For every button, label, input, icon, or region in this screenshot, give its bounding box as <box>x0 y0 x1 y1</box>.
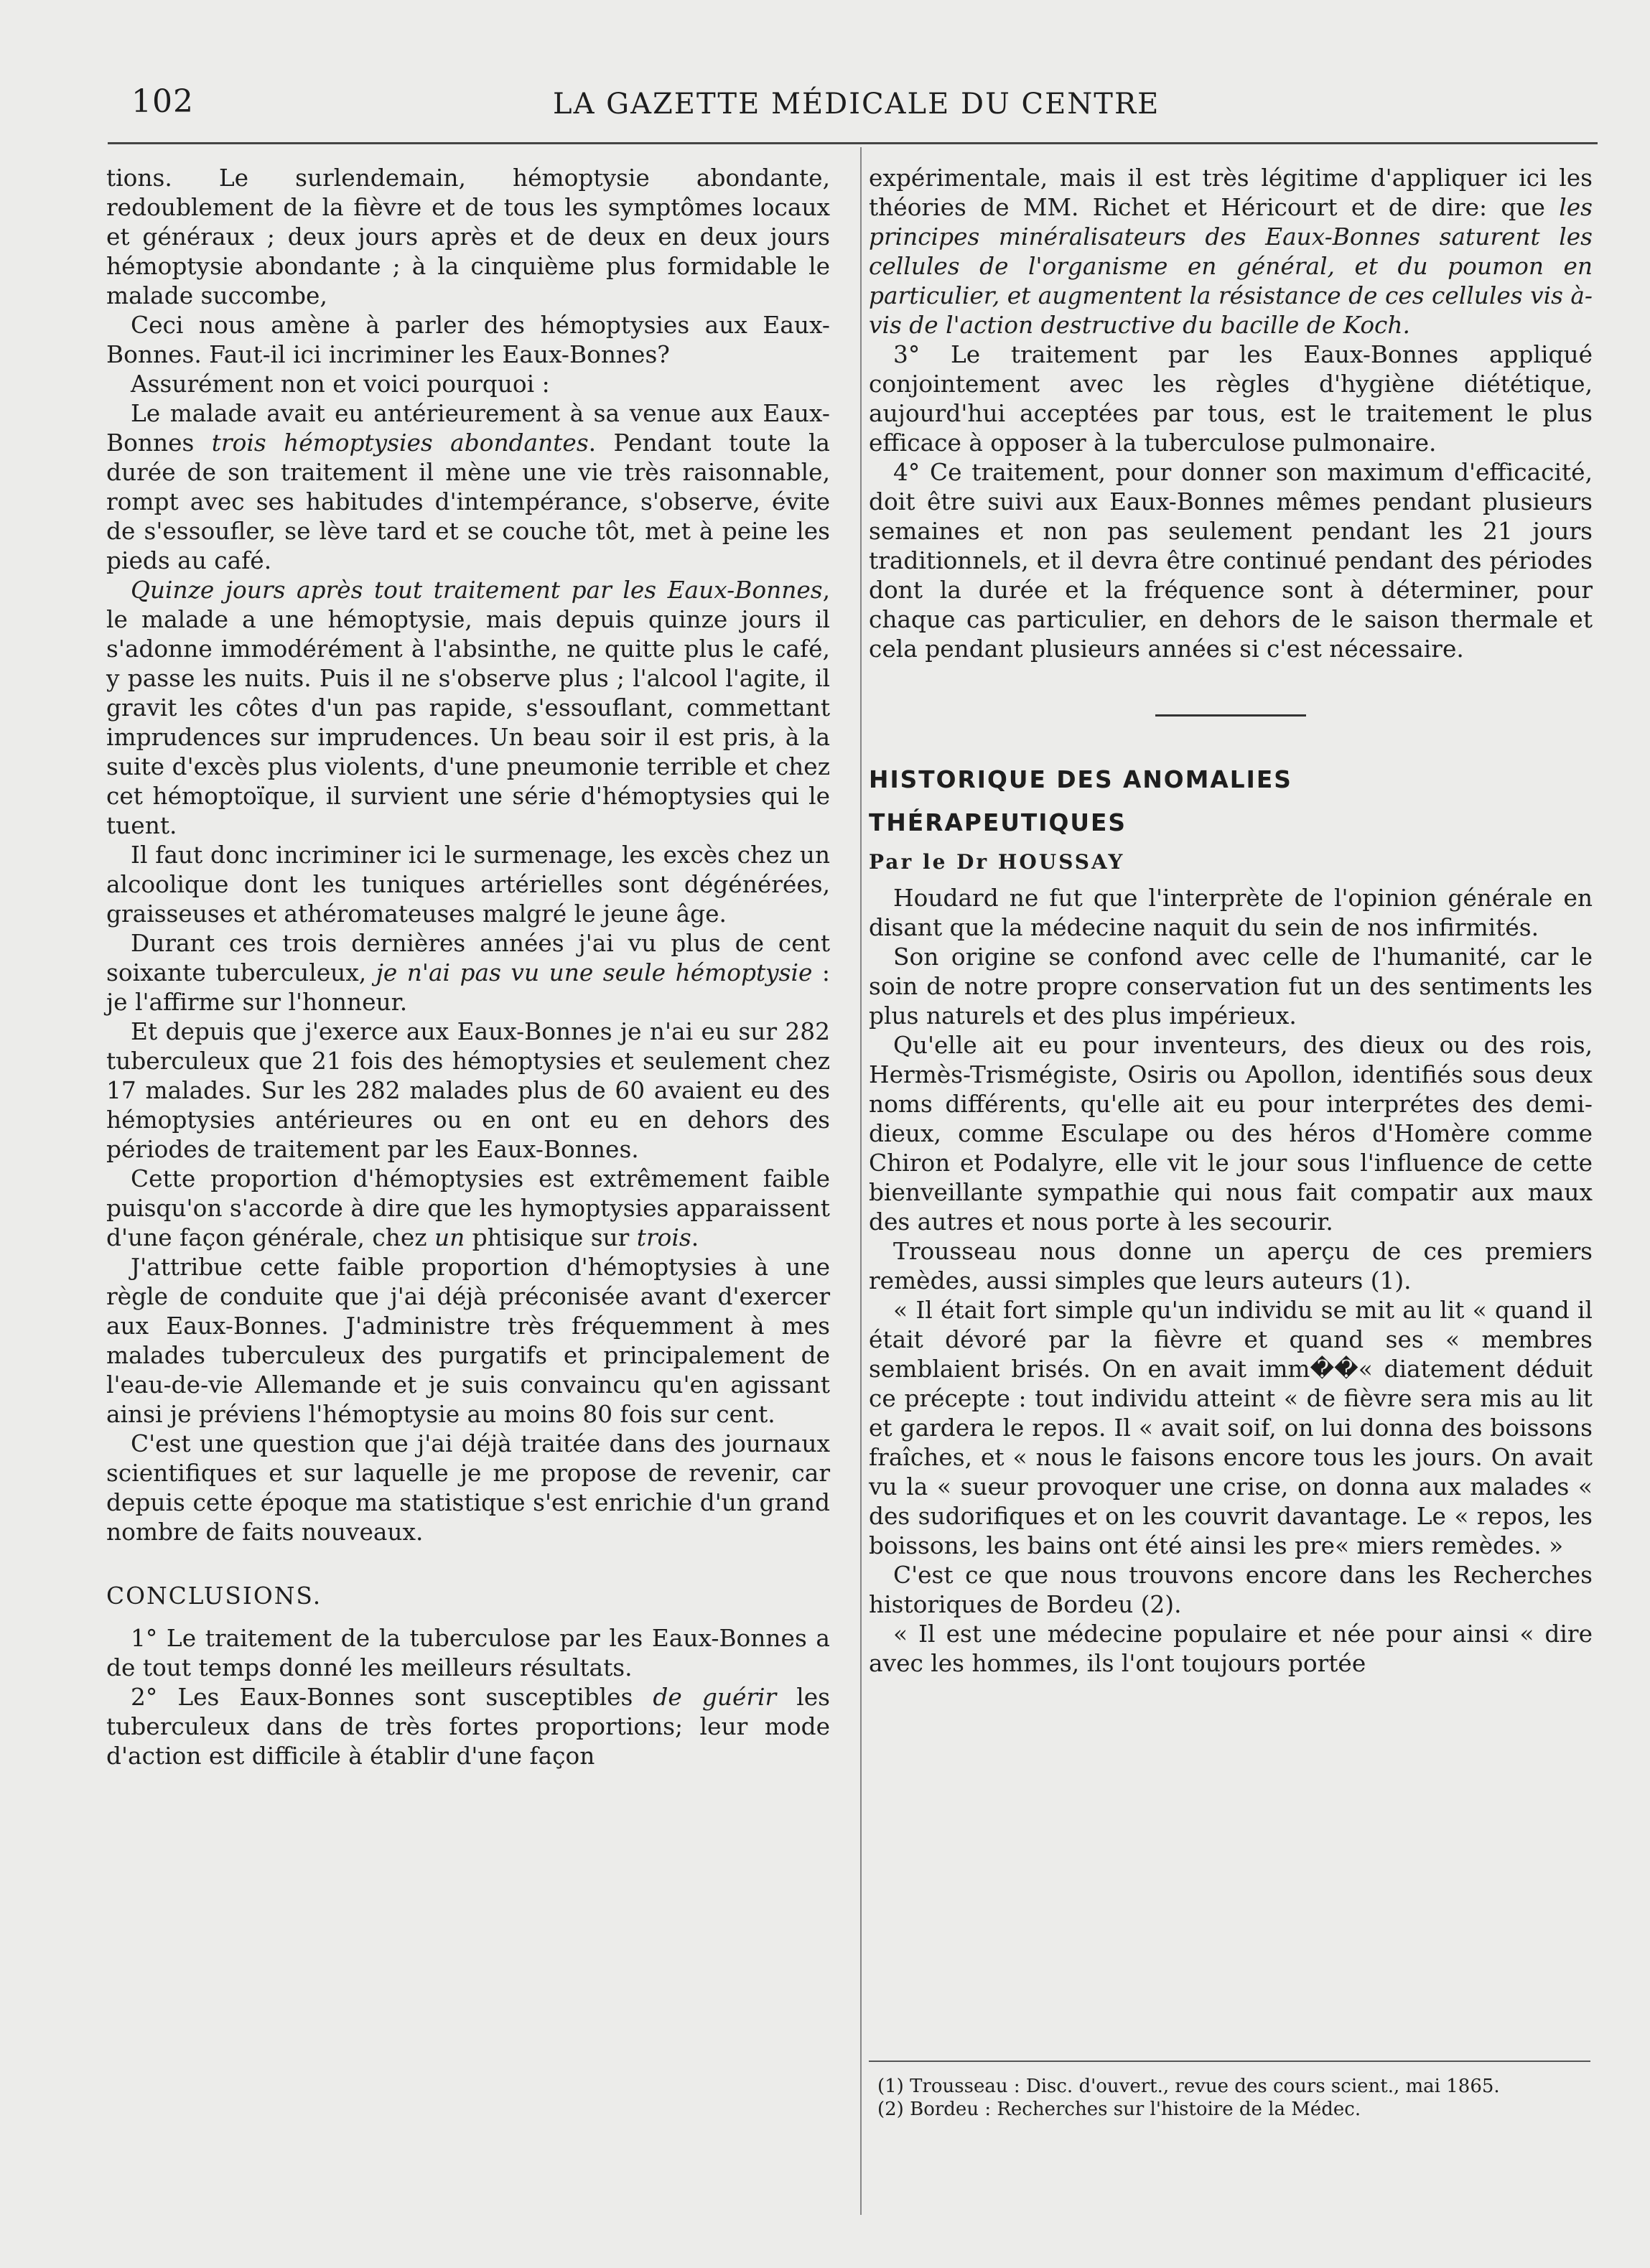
paragraph: Et depuis que j'exerce aux Eaux-Bonnes je n'ai eu sur 282 tuberculeux que 21 fois des hémoptysies et seulement chez 17 malades. Sur les 282 malades plus de 60 avaient eu des hémoptysies antérieures ou en ont eu en dehors des périodes de traitement par les Eaux-Bonnes. <box>106 1018 830 1163</box>
article-byline: Par le Dr HOUSSAY <box>869 850 1125 874</box>
quotation: « Il était fort simple qu'un individu se mit au lit « quand il était dévoré par la fièvre et quand ses « membres semblaient brisés. On en avait imm��« diatement déduit ce précepte : tout individu atteint « de fièvre sera mis au lit et gardera le repos. Il « avait soif, on lui donna des boissons fraîches, et « nous le faisons encore tous les jours. On avait vu la « sueur provoquer une crise, on donna aux malades « des sudorifiques et on les couvrit davantage. Le « repos, les boissons, les bains ont été ainsi les pre« miers remèdes. » <box>869 1297 1593 1559</box>
page-number: 102 <box>131 83 194 120</box>
paragraph: Trousseau nous donne un aperçu de ces premiers remèdes, aussi simples que leurs auteurs (1). <box>869 1238 1593 1294</box>
section-separator <box>1155 714 1306 717</box>
paragraph: Il faut donc incriminer ici le surmenage, les excès chez un alcoolique dont les tuniques artérielles sont dégénérées, graisseuses et athéromateuses malgré le jeune âge. <box>106 841 830 928</box>
footnote: (1) Trousseau : Disc. d'ouvert., revue des cours scient., mai 1865. <box>877 2076 1500 2097</box>
quotation: « Il est une médecine populaire et née pour ainsi « dire avec les hommes, ils l'ont toujours portée <box>869 1620 1593 1677</box>
footnote-rule <box>869 2061 1590 2062</box>
conclusions-heading: CONCLUSIONS. <box>106 1582 322 1610</box>
emphasis: trois hémoptysies abondantes <box>211 429 589 457</box>
footnotes <box>877 2075 1588 2121</box>
running-title: LA GAZETTE MÉDICALE DU CENTRE <box>553 88 1160 121</box>
article-title: HISTORIQUE DES ANOMALIES <box>869 766 1292 793</box>
page-header <box>0 0 1650 144</box>
left-column <box>106 164 830 1771</box>
paragraph: Qu'elle ait eu pour inventeurs, des dieux ou des rois, Hermès-Trismégiste, Osiris ou Apollon, identifiés sous deux noms différents, qu'elle ait eu pour interprétes des demi-dieux, comme Esculape ou des héros d'Homère comme Chiron et Podalyre, elle vit le jour sous l'influence de cette bienveillante sympathie qui nous fait compatir aux maux des autres et nous porte à les secourir. <box>869 1032 1593 1236</box>
paragraph: C'est une question que j'ai déjà traitée dans des journaux scientifiques et sur laquelle je me propose de revenir, car depuis cette époque ma statistique s'est enrichie d'un grand nombre de faits nouveaux. <box>106 1430 830 1546</box>
article-title: THÉRAPEUTIQUES <box>869 809 1127 836</box>
paragraph: Durant ces trois dernières années j'ai vu plus de cent soixante tuberculeux, je n'ai pas vu une seule hémoptysie : je l'affirme sur l'honneur. <box>106 930 830 1016</box>
emphasis: les principes minéralisateurs des Eaux-Bonnes saturent les cellules de l'organisme en général, et du poumon en particulier, et augmentent la résistance de ces cellules vis à-vis de l'action destructive du bacille de Koch. <box>869 194 1593 339</box>
paragraph: Cette proportion d'hémoptysies est extrêmement faible puisqu'on s'accorde à dire que les hymoptysies apparaissent d'une façon générale, chez un phtisique sur trois. <box>106 1165 830 1251</box>
conclusion-item: 3° Le traitement par les Eaux-Bonnes appliqué conjointement avec les règles d'hygiène diététique, aujourd'hui acceptées par tous, est le traitement le plus efficace à opposer à la tuberculose pulmonaire. <box>869 341 1593 457</box>
paragraph: Quinze jours après tout traitement par les Eaux-Bonnes, le malade a une hémoptysie, mais depuis quinze jours il s'adonne immodérément à l'absinthe, ne quitte plus le café, y passe les nuits. Puis il ne s'observe plus ; l'alcool l'agite, il gravit les côtes d'un pas rapide, s'essouflant, commettant imprudences sur imprudences. Un beau soir il est pris, à la suite d'excès plus violents, d'une pneumonie terrible et chez cet hémoptoïque, il survient une série d'hémoptysies qui le tuent. <box>106 577 830 839</box>
paragraph: Son origine se confond avec celle de l'humanité, car le soin de notre propre conservation fut un des sentiments les plus naturels et des plus impérieux. <box>869 943 1593 1030</box>
paragraph: J'attribue cette faible proportion d'hémoptysies à une règle de conduite que j'ai déjà préconisée avant d'exercer aux Eaux-Bonnes. J'administre très fréquemment à mes malades tuberculeux des purgatifs et principalement de l'eau-de-vie Allemande et je suis convaincu qu'en agissant ainsi je préviens l'hémoptysie au moins 80 fois sur cent. <box>106 1254 830 1428</box>
footnote: (2) Bordeu : Recherches sur l'histoire de la Médec. <box>877 2099 1361 2120</box>
column-divider <box>860 147 862 2215</box>
paragraph: Assurément non et voici pourquoi : <box>131 370 550 398</box>
paragraph: C'est ce que nous trouvons encore dans les Recherches historiques de Bordeu (2). <box>869 1562 1593 1618</box>
conclusion-item: 2° Les Eaux-Bonnes sont susceptibles de guérir les tuberculeux dans de très fortes proportions; leur mode d'action est difficile à établir d'une façon <box>106 1684 831 1770</box>
emphasis: trois <box>636 1224 691 1251</box>
paragraph: Le malade avait eu antérieurement à sa venue aux Eaux-Bonnes trois hémoptysies abondantes. Pendant toute la durée de son traitement il mène une vie très raisonnable, rompt avec ses habitudes d'intempérance, s'observe, évite de s'essoufler, se lève tard et se couche tôt, met à peine les pieds au café. <box>106 400 830 574</box>
paragraph: tions. Le surlendemain, hémoptysie abondante, redoublement de la fièvre et de tous les symptômes locaux et généraux ; deux jours après et de deux en deux jours hémoptysie abondante ; à la cinquième plus formidable le malade succombe, <box>106 164 830 309</box>
emphasis: un <box>434 1224 465 1251</box>
emphasis: je n'ai pas vu une seule hémoptysie <box>376 959 813 986</box>
paragraph: expérimentale, mais il est très légitime d'appliquer ici les théories de MM. Richet et Héricourt et de dire: que les principes minéralisateurs des Eaux-Bonnes saturent les cellules de l'organisme en général, et du poumon en particulier, et augmentent la résistance de ces cellules vis à-vis de l'action destructive du bacille de Koch. <box>869 164 1593 339</box>
conclusion-item: 1° Le traitement de la tuberculose par les Eaux-Bonnes a de tout temps donné les meilleurs résultats. <box>106 1625 830 1681</box>
emphasis: de guérir <box>653 1684 777 1711</box>
right-column <box>869 164 1593 1679</box>
conclusion-item: 4° Ce traitement, pour donner son maximum d'efficacité, doit être suivi aux Eaux-Bonnes mêmes pendant plusieurs semaines et non pas seulement pendant les 21 jours traditionnels, et il devra être continué pendant des périodes dont la durée et la fréquence sont à déterminer, pour chaque cas particulier, en dehors de le saison thermale et cela pendant plusieurs années si c'est nécessaire. <box>869 459 1593 663</box>
emphasis: Quinze jours après tout traitement par les Eaux-Bonnes <box>131 577 823 604</box>
paragraph: Houdard ne fut que l'interprète de l'opinion générale en disant que la médecine naquit du sein de nos infirmités. <box>869 885 1593 941</box>
header-rule <box>108 142 1598 144</box>
paragraph: Ceci nous amène à parler des hémoptysies aux Eaux-Bonnes. Faut-il ici incriminer les Eaux-Bonnes? <box>106 312 830 368</box>
